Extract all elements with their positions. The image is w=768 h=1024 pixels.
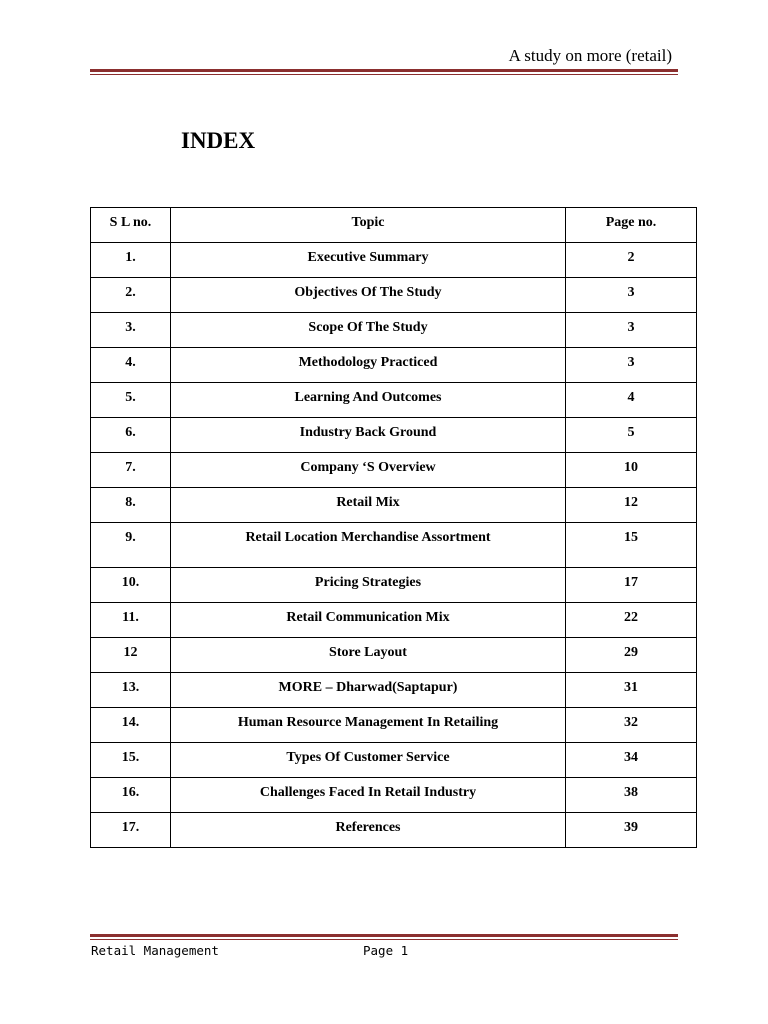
cell-sl-no: 1. [91, 243, 171, 278]
cell-topic: Executive Summary [171, 243, 566, 278]
cell-topic: References [171, 813, 566, 848]
table-row [91, 488, 697, 523]
header-page-no: Page no. [566, 208, 697, 243]
footer-rule-thick [90, 934, 678, 937]
cell-sl-no: 4. [91, 348, 171, 383]
table-row [91, 708, 697, 743]
table-row [91, 523, 697, 568]
cell-page-no: 29 [566, 638, 697, 673]
header-topic: Topic [171, 208, 566, 243]
table-header-row [91, 208, 697, 243]
table-row [91, 383, 697, 418]
cell-sl-no: 10. [91, 568, 171, 603]
page-title: INDEX [181, 128, 256, 153]
cell-page-no: 10 [566, 453, 697, 488]
cell-sl-no: 3. [91, 313, 171, 348]
cell-page-no: 12 [566, 488, 697, 523]
table-row [91, 278, 697, 313]
table-row [91, 813, 697, 848]
header-rule-thin [90, 74, 678, 75]
cell-sl-no: 12 [91, 638, 171, 673]
cell-page-no: 22 [566, 603, 697, 638]
table-row [91, 453, 697, 488]
cell-topic: MORE – Dharwad(Saptapur) [171, 673, 566, 708]
table-row [91, 418, 697, 453]
cell-topic: Methodology Practiced [171, 348, 566, 383]
cell-page-no: 15 [566, 523, 697, 568]
table-row [91, 348, 697, 383]
cell-page-no: 5 [566, 418, 697, 453]
cell-page-no: 39 [566, 813, 697, 848]
cell-sl-no: 14. [91, 708, 171, 743]
table-row [91, 778, 697, 813]
table-row [91, 568, 697, 603]
cell-sl-no: 9. [91, 523, 171, 568]
cell-topic: Objectives Of The Study [171, 278, 566, 313]
index-table [90, 207, 697, 848]
index-table-body [91, 243, 697, 848]
footer-page-number: Page 1 [363, 943, 409, 958]
cell-sl-no: 2. [91, 278, 171, 313]
cell-topic: Retail Location Merchandise Assortment [171, 523, 566, 568]
cell-topic: Types Of Customer Service [171, 743, 566, 778]
cell-topic: Store Layout [171, 638, 566, 673]
cell-page-no: 32 [566, 708, 697, 743]
cell-page-no: 31 [566, 673, 697, 708]
cell-sl-no: 7. [91, 453, 171, 488]
cell-sl-no: 6. [91, 418, 171, 453]
cell-sl-no: 8. [91, 488, 171, 523]
table-row [91, 638, 697, 673]
cell-sl-no: 11. [91, 603, 171, 638]
cell-topic: Challenges Faced In Retail Industry [171, 778, 566, 813]
cell-page-no: 3 [566, 278, 697, 313]
cell-sl-no: 16. [91, 778, 171, 813]
cell-topic: Human Resource Management In Retailing [171, 708, 566, 743]
cell-topic: Scope Of The Study [171, 313, 566, 348]
cell-sl-no: 15. [91, 743, 171, 778]
table-row [91, 313, 697, 348]
header-rule-thick [90, 69, 678, 72]
cell-page-no: 38 [566, 778, 697, 813]
cell-topic: Industry Back Ground [171, 418, 566, 453]
cell-topic: Pricing Strategies [171, 568, 566, 603]
cell-page-no: 17 [566, 568, 697, 603]
cell-topic: Retail Mix [171, 488, 566, 523]
cell-page-no: 3 [566, 348, 697, 383]
cell-page-no: 34 [566, 743, 697, 778]
table-row [91, 603, 697, 638]
cell-page-no: 4 [566, 383, 697, 418]
header-title: A study on more (retail) [508, 46, 672, 65]
cell-topic: Learning And Outcomes [171, 383, 566, 418]
table-row [91, 243, 697, 278]
cell-page-no: 2 [566, 243, 697, 278]
cell-topic: Company ‘S Overview [171, 453, 566, 488]
table-row [91, 673, 697, 708]
header-sl-no: S L no. [91, 208, 171, 243]
table-row [91, 743, 697, 778]
cell-sl-no: 13. [91, 673, 171, 708]
footer-course-name: Retail Management [91, 943, 219, 958]
cell-sl-no: 5. [91, 383, 171, 418]
cell-sl-no: 17. [91, 813, 171, 848]
cell-topic: Retail Communication Mix [171, 603, 566, 638]
footer-rule-thin [90, 939, 678, 940]
cell-page-no: 3 [566, 313, 697, 348]
